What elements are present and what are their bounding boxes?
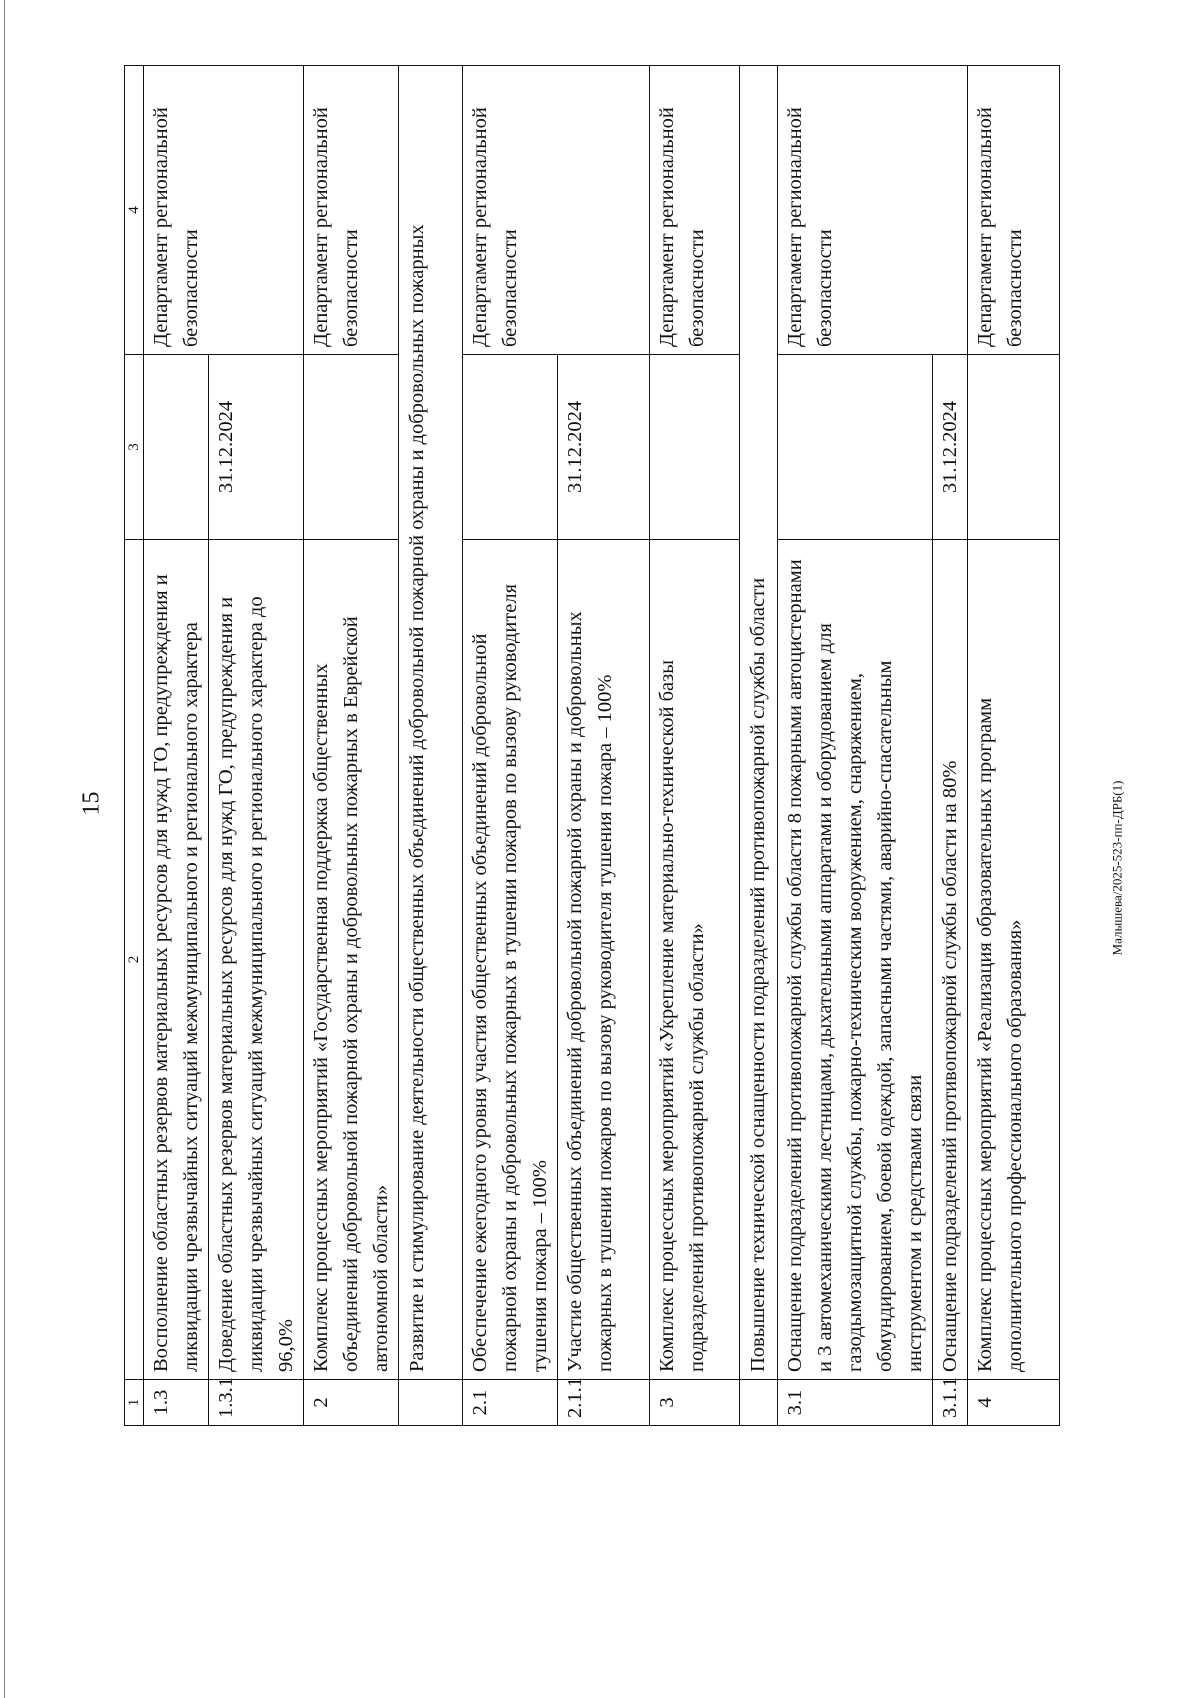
section-row bbox=[740, 66, 778, 1426]
row-text: Доведение областных резервов материальных ресурсов для нужд ГО, предупреждения и ликвидации чрезвычайных ситуаций межмуниципального и регионального характера до 96,0% bbox=[209, 540, 304, 1380]
row-date bbox=[463, 355, 558, 540]
row-number: 4 bbox=[968, 1380, 1060, 1426]
section-number-cell bbox=[399, 1380, 463, 1426]
row-department: Департамент региональной безопасности bbox=[144, 66, 304, 355]
section-title: Повышение технической оснащенности подразделений противопожарной службы области bbox=[740, 66, 778, 1380]
rotated-table-container bbox=[124, 66, 1084, 1426]
row-number: 3.1 bbox=[778, 1380, 933, 1426]
section-number-cell bbox=[740, 1380, 778, 1426]
table-row bbox=[304, 66, 399, 1426]
row-text: Комплекс процессных мероприятий «Укрепление материально-технической базы подразделений противопожарной службы области» bbox=[650, 540, 740, 1380]
header-row bbox=[125, 66, 144, 1426]
row-date bbox=[650, 355, 740, 540]
table-row bbox=[650, 66, 740, 1426]
row-text: Комплекс процессных мероприятий «Реализация образовательных программ дополнительного профессионального образования» bbox=[968, 540, 1060, 1380]
plan-table bbox=[124, 65, 1060, 1426]
row-number: 3.1.1 bbox=[933, 1380, 968, 1426]
section-title: Развитие и стимулирование деятельности общественных объединений добровольной пожарной охраны и добровольных пожарных bbox=[399, 66, 463, 1380]
row-date bbox=[304, 355, 399, 540]
scan-edge-mark bbox=[4, 0, 5, 1698]
table-row bbox=[144, 66, 209, 1426]
row-date bbox=[144, 355, 209, 540]
row-date bbox=[778, 355, 933, 540]
row-number: 1.3.1 bbox=[209, 1380, 304, 1426]
row-text: Участие общественных объединений добровольной пожарной охраны и добровольных пожарных в тушении пожаров по вызову руководителя тушения пожара – 100% bbox=[558, 540, 650, 1380]
row-text: Оснащение подразделений противопожарной службы области на 80% bbox=[933, 540, 968, 1380]
row-department: Департамент региональной безопасности bbox=[650, 66, 740, 355]
row-text: Оснащение подразделений противопожарной службы области 8 пожарными автоцистернами и 3 автомеханическими лестницами, дыхательными аппаратами и оборудованием для газодымозащитной службы, пожарно-техническим вооружением, снаряжением, обмундированием, боевой одеждой, запасными частями, аварийно-спасательным инструментом и средствами связи bbox=[778, 540, 933, 1380]
row-number: 2 bbox=[304, 1380, 399, 1426]
row-text: Восполнение областных резервов материальных ресурсов для нужд ГО, предупреждения и ликвидации чрезвычайных ситуаций межмуниципального и регионального характера bbox=[144, 540, 209, 1380]
row-department: Департамент региональной безопасности bbox=[778, 66, 968, 355]
row-department: Департамент региональной безопасности bbox=[463, 66, 650, 355]
table-row bbox=[968, 66, 1060, 1426]
page-number: 15 bbox=[78, 791, 105, 816]
section-row bbox=[399, 66, 463, 1426]
table-row bbox=[778, 66, 933, 1426]
row-date: 31.12.2024 bbox=[558, 355, 650, 540]
row-number: 2.1.1 bbox=[558, 1380, 650, 1426]
col-header-2: 2 bbox=[125, 540, 144, 1380]
table-row bbox=[463, 66, 558, 1426]
col-header-4: 4 bbox=[125, 66, 144, 355]
row-date: 31.12.2024 bbox=[933, 355, 968, 540]
col-header-3: 3 bbox=[125, 355, 144, 540]
row-number: 1.3 bbox=[144, 1380, 209, 1426]
row-department: Департамент региональной безопасности bbox=[304, 66, 399, 355]
row-department: Департамент региональной безопасности bbox=[968, 66, 1060, 355]
row-number: 2.1 bbox=[463, 1380, 558, 1426]
document-id: Малышева/2025-523-пп-ДРБ(1) bbox=[1109, 780, 1125, 956]
row-date: 31.12.2024 bbox=[209, 355, 304, 540]
col-header-1: 1 bbox=[125, 1380, 144, 1426]
row-number: 3 bbox=[650, 1380, 740, 1426]
row-text: Комплекс процессных мероприятий «Государственная поддержка общественных объединений добровольной пожарной охраны и добровольных пожарных в Еврейской автономной области» bbox=[304, 540, 399, 1380]
row-date bbox=[968, 355, 1060, 540]
row-text: Обеспечение ежегодного уровня участия общественных объединений добровольной пожарной охраны и добровольных пожарных в тушении пожаров по вызову руководителя тушения пожара – 100% bbox=[463, 540, 558, 1380]
